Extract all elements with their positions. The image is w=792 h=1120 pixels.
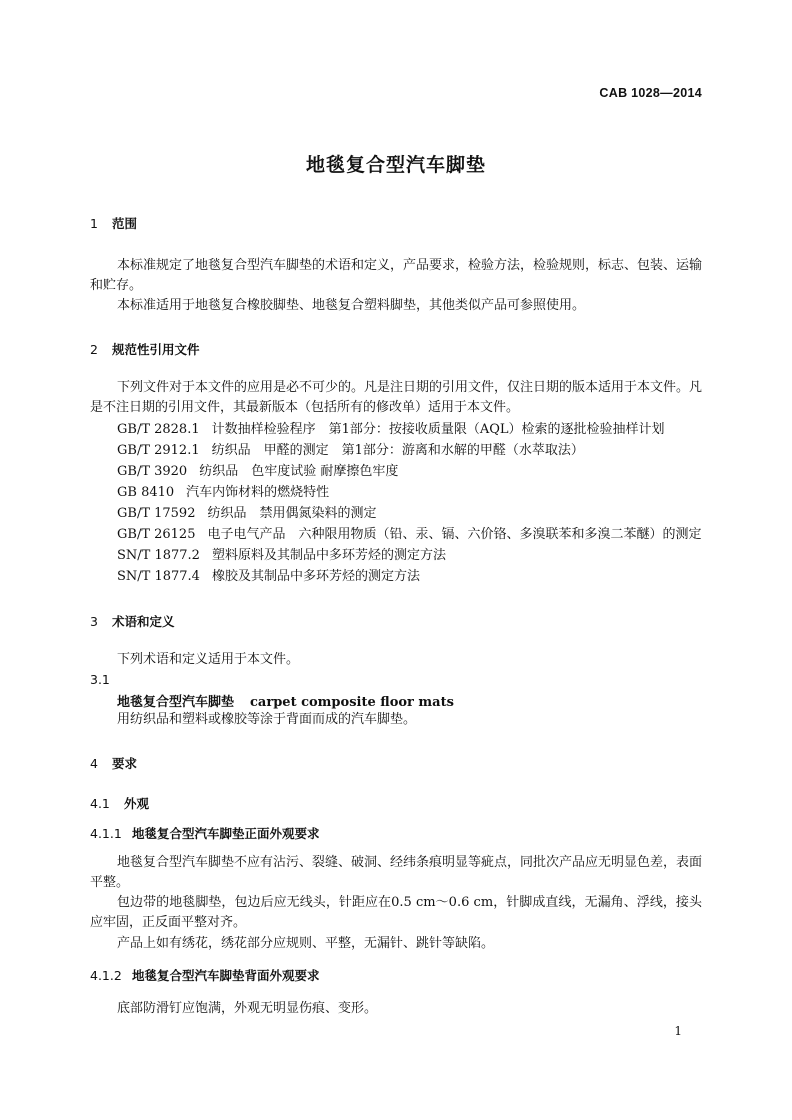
reference-title: 计数抽样检验程序 第1部分：按接收质量限（AQL）检索的逐批检验抽样计划: [211, 422, 665, 437]
section-number: 2: [90, 342, 98, 357]
reference-item: [117, 504, 377, 524]
section-title: 术语和定义: [112, 614, 175, 629]
section-3-heading: [90, 612, 175, 630]
section-title: 地毯复合型汽车脚垫背面外观要求: [132, 968, 320, 983]
reference-title: 纺织品 禁用偶氮染料的测定: [207, 506, 377, 521]
reference-title: 电子电气产品 六种限用物质（铅、汞、镉、六价铬、多溴联苯和多溴二苯醚）的测定: [207, 527, 702, 542]
reference-title: 塑料原料及其制品中多环芳烃的测定方法: [211, 548, 446, 563]
page-number: 1: [674, 1024, 682, 1038]
section-number: 1: [90, 216, 98, 231]
reference-item: [117, 546, 446, 566]
references-intro: 下列文件对于本文件的应用是必不可少的。凡是注日期的引用文件，仅注日期的版本适用于本文件。凡是不注日期的引用文件，其最新版本（包括所有的修改单）适用于本文件。: [90, 380, 703, 415]
section-title: 地毯复合型汽车脚垫正面外观要求: [132, 826, 320, 841]
section-1-heading: [90, 214, 137, 232]
reference-code: SN/T 1877.4: [117, 569, 200, 584]
reference-item: [117, 525, 702, 545]
document-title: 地毯复合型汽车脚垫: [305, 154, 486, 176]
front-appearance-paragraph-2: 包边带的地毯脚垫，包边后应无线头，针距应在0.5 cm～0.6 cm，针脚成直线，无漏角、浮线，接头应牢固，正反面平整对齐。: [90, 895, 702, 930]
term-heading: [117, 691, 454, 710]
term-definition: 用纺织品和塑料或橡胶等涂于背面而成的汽车脚垫。: [117, 712, 417, 727]
scope-paragraph-1: 本标准规定了地毯复合型汽车脚垫的术语和定义，产品要求，检验方法，检验规则，标志、包装、运输和贮存。: [90, 258, 703, 293]
term-chinese: 地毯复合型汽车脚垫: [117, 695, 235, 710]
reference-code: GB/T 2912.1: [117, 443, 200, 458]
term-number: 3.1: [90, 672, 110, 687]
reference-title: 汽车内饰材料的燃烧特性: [186, 485, 330, 500]
front-appearance-paragraph-1: 地毯复合型汽车脚垫不应有沾污、裂缝、破洞、经纬条痕明显等疵点，同批次产品应无明显色差，表面平整。: [90, 855, 703, 890]
standard-code: CAB 1028—2014: [599, 86, 702, 100]
section-4-1-heading: [90, 794, 149, 812]
section-number: 4.1.1: [90, 826, 122, 841]
scope-paragraph-2: 本标准适用于地毯复合橡胶脚垫、地毯复合塑料脚垫，其他类似产品可参照使用。: [117, 298, 586, 313]
reference-item: [117, 441, 584, 461]
section-title: 外观: [124, 796, 150, 811]
section-number: 4.1.2: [90, 968, 122, 983]
section-4-1-1-heading: [90, 824, 320, 842]
reference-code: SN/T 1877.2: [117, 548, 200, 563]
section-2-heading: [90, 340, 200, 358]
section-number: 4.1: [90, 796, 110, 811]
section-title: 规范性引用文件: [112, 342, 200, 357]
reference-item: [117, 567, 420, 587]
reference-code: GB/T 2828.1: [117, 422, 200, 437]
reference-code: GB/T 26125: [117, 527, 196, 542]
back-appearance-paragraph-1: 底部防滑钉应饱满，外观无明显伤痕、变形。: [117, 1001, 378, 1016]
reference-item: [117, 420, 665, 440]
front-appearance-paragraph-3: 产品上如有绣花，绣花部分应规则、平整，无漏针、跳针等缺陷。: [117, 936, 495, 951]
section-title: 范围: [112, 216, 138, 231]
section-title: 要求: [112, 756, 138, 771]
reference-item: [117, 483, 329, 503]
reference-code: GB/T 17592: [117, 506, 196, 521]
section-4-1-2-heading: [90, 966, 320, 984]
section-number: 3: [90, 614, 98, 629]
reference-item: [117, 462, 398, 482]
reference-title: 纺织品 甲醛的测定 第1部分：游离和水解的甲醛（水萃取法）: [211, 443, 584, 458]
reference-code: GB/T 3920: [117, 464, 188, 479]
reference-title: 橡胶及其制品中多环芳烃的测定方法: [211, 569, 420, 584]
reference-code: GB 8410: [117, 485, 175, 500]
terms-intro: 下列术语和定义适用于本文件。: [117, 652, 300, 667]
reference-title: 纺织品 色牢度试验 耐摩擦色牢度: [199, 464, 399, 479]
term-english: carpet composite floor mats: [250, 695, 454, 710]
section-4-heading: [90, 754, 137, 772]
section-number: 4: [90, 756, 98, 771]
